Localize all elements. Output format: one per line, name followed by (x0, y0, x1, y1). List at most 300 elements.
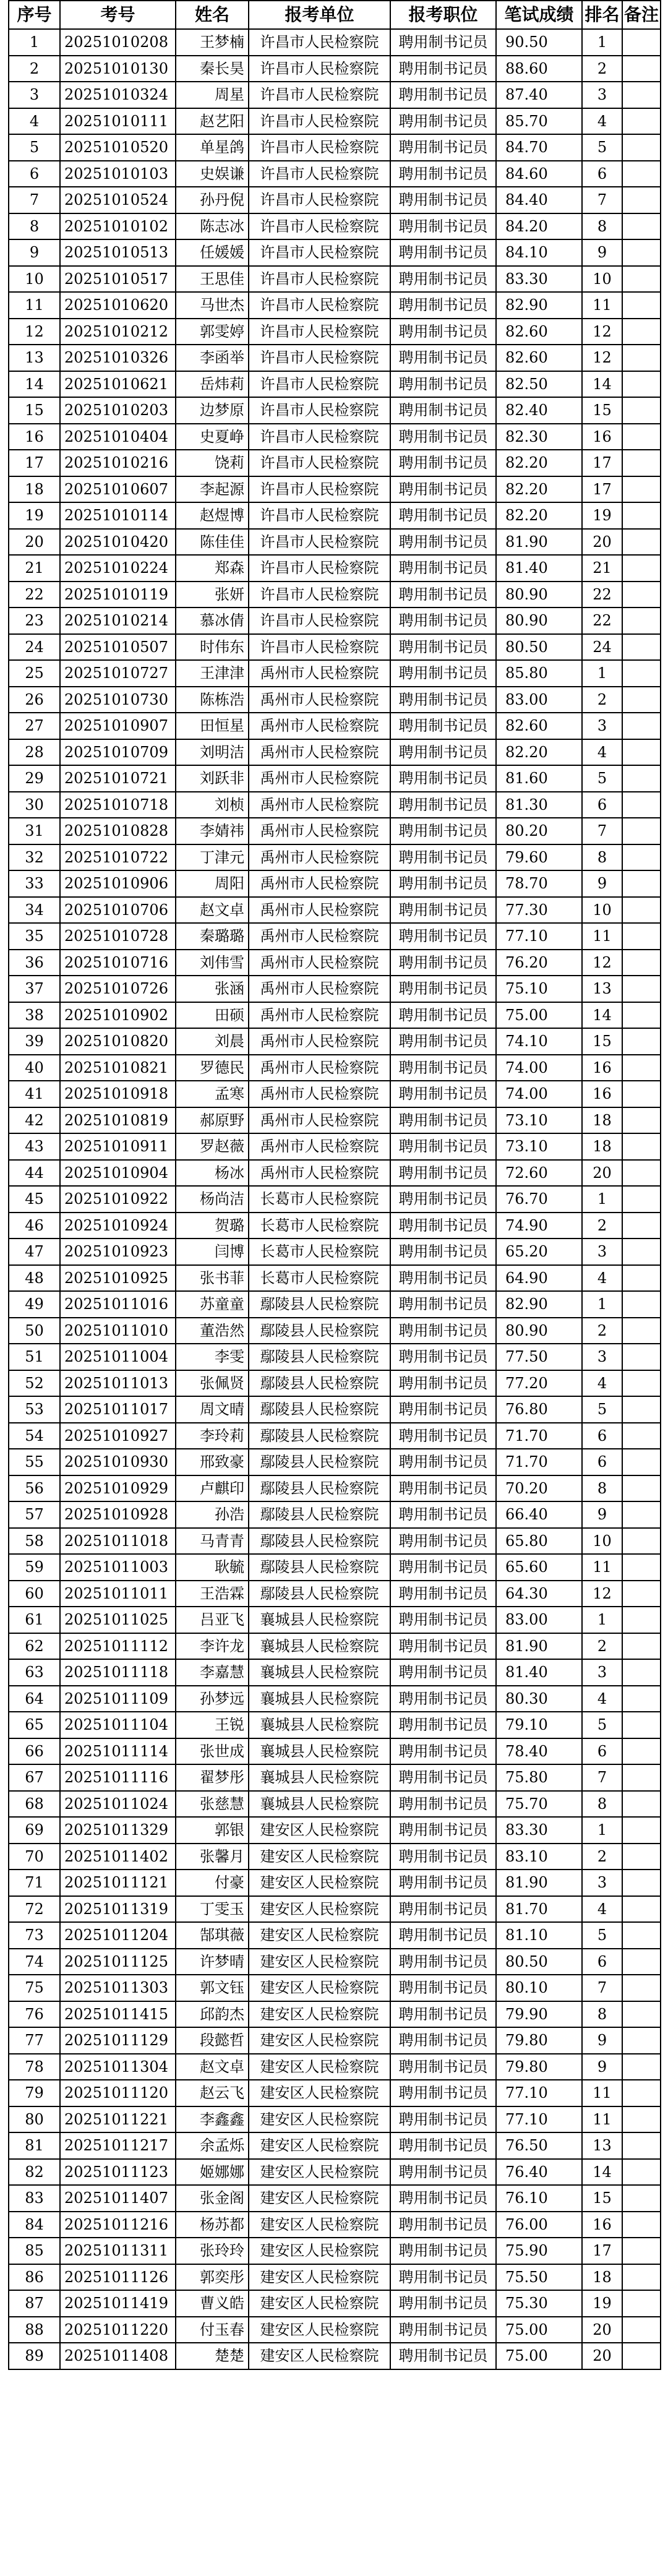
cell-position: 聘用制书记员 (390, 187, 496, 213)
cell-unit: 许昌市人民检察院 (249, 529, 390, 556)
cell-note (622, 1949, 661, 1975)
cell-unit: 禹州市人民检察院 (249, 739, 390, 766)
cell-note (622, 2317, 661, 2343)
cell-note (622, 870, 661, 897)
cell-position: 聘用制书记员 (390, 1501, 496, 1528)
cell-note (622, 1633, 661, 1660)
cell-name: 边梦原 (176, 397, 249, 424)
table-row (9, 1791, 661, 1818)
table-row (9, 319, 661, 345)
cell-name: 段懿哲 (176, 2027, 249, 2054)
cell-seq: 12 (9, 319, 60, 345)
table-row (9, 1475, 661, 1502)
cell-exam-id: 20251010520 (60, 134, 176, 161)
cell-note (622, 950, 661, 976)
cell-exam-id: 20251010716 (60, 950, 176, 976)
cell-name: 李起源 (176, 476, 249, 503)
table-row (9, 1949, 661, 1975)
cell-score: 84.10 (496, 239, 582, 266)
cell-seq: 45 (9, 1186, 60, 1213)
table-row (9, 1817, 661, 1844)
table-row (9, 29, 661, 56)
cell-position: 聘用制书记员 (390, 1607, 496, 1633)
cell-position: 聘用制书记员 (390, 502, 496, 529)
cell-unit: 建安区人民检察院 (249, 1949, 390, 1975)
cell-score: 75.50 (496, 2264, 582, 2291)
cell-score: 78.70 (496, 870, 582, 897)
cell-exam-id: 20251010326 (60, 345, 176, 371)
cell-note (622, 1186, 661, 1213)
cell-score: 76.50 (496, 2132, 582, 2159)
cell-position: 聘用制书记员 (390, 555, 496, 582)
cell-rank: 1 (582, 1291, 622, 1318)
cell-name: 陈佳佳 (176, 529, 249, 556)
cell-score: 76.80 (496, 1396, 582, 1423)
cell-unit: 禹州市人民检察院 (249, 844, 390, 871)
cell-position: 聘用制书记员 (390, 1213, 496, 1239)
cell-position: 聘用制书记员 (390, 582, 496, 608)
cell-rank: 1 (582, 660, 622, 687)
cell-name: 史娱谦 (176, 161, 249, 187)
cell-seq: 58 (9, 1528, 60, 1555)
cell-exam-id: 20251010524 (60, 187, 176, 213)
cell-rank: 6 (582, 1423, 622, 1449)
cell-note (622, 424, 661, 450)
cell-rank: 12 (582, 950, 622, 976)
cell-seq: 59 (9, 1554, 60, 1581)
cell-exam-id: 20251011221 (60, 2106, 176, 2133)
cell-score: 84.40 (496, 187, 582, 213)
cell-score: 79.60 (496, 844, 582, 871)
cell-rank: 8 (582, 1791, 622, 1818)
cell-unit: 禹州市人民检察院 (249, 923, 390, 950)
cell-name: 姬娜娜 (176, 2159, 249, 2186)
cell-note (622, 1318, 661, 1344)
table-row (9, 1396, 661, 1423)
cell-position: 聘用制书记员 (390, 608, 496, 634)
table-row (9, 1607, 661, 1633)
cell-rank: 5 (582, 1712, 622, 1738)
table-row (9, 660, 661, 687)
cell-rank: 15 (582, 397, 622, 424)
table-row (9, 239, 661, 266)
table-row (9, 266, 661, 293)
cell-exam-id: 20251011319 (60, 1896, 176, 1923)
cell-position: 聘用制书记员 (390, 1344, 496, 1370)
cell-exam-id: 20251011216 (60, 2212, 176, 2238)
cell-note (622, 634, 661, 661)
cell-score: 77.10 (496, 2080, 582, 2106)
cell-rank: 10 (582, 266, 622, 293)
cell-note (622, 713, 661, 739)
cell-name: 李鑫鑫 (176, 2106, 249, 2133)
cell-name: 郭文钰 (176, 1975, 249, 2001)
cell-exam-id: 20251010927 (60, 1423, 176, 1449)
cell-position: 聘用制书记员 (390, 687, 496, 713)
cell-rank: 2 (582, 687, 622, 713)
cell-name: 赵文卓 (176, 897, 249, 924)
cell-position: 聘用制书记员 (390, 450, 496, 476)
cell-name: 付玉春 (176, 2317, 249, 2343)
cell-unit: 建安区人民检察院 (249, 2027, 390, 2054)
cell-exam-id: 20251011120 (60, 2080, 176, 2106)
table-row (9, 634, 661, 661)
cell-exam-id: 20251010709 (60, 739, 176, 766)
cell-note (622, 134, 661, 161)
cell-seq: 56 (9, 1475, 60, 1502)
cell-seq: 20 (9, 529, 60, 556)
cell-score: 72.60 (496, 1160, 582, 1187)
cell-note (622, 1528, 661, 1555)
cell-name: 张世成 (176, 1738, 249, 1765)
cell-note (622, 792, 661, 818)
table-row (9, 1081, 661, 1107)
cell-exam-id: 20251011114 (60, 1738, 176, 1765)
cell-seq: 79 (9, 2080, 60, 2106)
table-row (9, 1107, 661, 1134)
cell-unit: 长葛市人民检察院 (249, 1265, 390, 1292)
cell-name: 马世杰 (176, 292, 249, 319)
cell-unit: 许昌市人民检察院 (249, 187, 390, 213)
cell-exam-id: 20251010404 (60, 424, 176, 450)
cell-unit: 鄢陵县人民检察院 (249, 1318, 390, 1344)
cell-unit: 许昌市人民检察院 (249, 608, 390, 634)
cell-rank: 12 (582, 319, 622, 345)
cell-name: 赵云飞 (176, 2080, 249, 2106)
cell-seq: 13 (9, 345, 60, 371)
cell-rank: 3 (582, 1344, 622, 1370)
cell-score: 77.30 (496, 897, 582, 924)
cell-position: 聘用制书记员 (390, 1160, 496, 1187)
cell-rank: 2 (582, 56, 622, 82)
cell-name: 田硕 (176, 1002, 249, 1029)
cell-seq: 66 (9, 1738, 60, 1765)
cell-note (622, 1501, 661, 1528)
cell-name: 郑森 (176, 555, 249, 582)
cell-unit: 许昌市人民检察院 (249, 213, 390, 240)
cell-score: 85.70 (496, 108, 582, 135)
cell-rank: 20 (582, 2343, 622, 2369)
cell-position: 聘用制书记员 (390, 923, 496, 950)
cell-unit: 襄城县人民检察院 (249, 1686, 390, 1712)
table-row (9, 2290, 661, 2317)
table-row (9, 292, 661, 319)
cell-exam-id: 20251010203 (60, 397, 176, 424)
table-row (9, 950, 661, 976)
cell-exam-id: 20251010119 (60, 582, 176, 608)
cell-seq: 80 (9, 2106, 60, 2133)
cell-rank: 12 (582, 345, 622, 371)
cell-name: 许梦晴 (176, 1949, 249, 1975)
cell-rank: 7 (582, 187, 622, 213)
cell-position: 聘用制书记员 (390, 1896, 496, 1923)
cell-rank: 8 (582, 2001, 622, 2028)
cell-rank: 20 (582, 1160, 622, 1187)
cell-seq: 39 (9, 1028, 60, 1055)
table-row (9, 2212, 661, 2238)
cell-unit: 建安区人民检察院 (249, 1870, 390, 1896)
cell-name: 翟梦彤 (176, 1764, 249, 1791)
cell-note (622, 1975, 661, 2001)
cell-score: 75.10 (496, 976, 582, 1002)
cell-name: 时伟东 (176, 634, 249, 661)
table-row (9, 1712, 661, 1738)
cell-exam-id: 20251010730 (60, 687, 176, 713)
cell-note (622, 687, 661, 713)
cell-unit: 鄢陵县人民检察院 (249, 1449, 390, 1475)
header-rank: 排名 (582, 1, 622, 29)
cell-position: 聘用制书记员 (390, 345, 496, 371)
cell-note (622, 345, 661, 371)
cell-name: 张妍 (176, 582, 249, 608)
table-row (9, 818, 661, 844)
cell-position: 聘用制书记员 (390, 266, 496, 293)
cell-note (622, 2264, 661, 2291)
cell-note (622, 844, 661, 871)
cell-rank: 2 (582, 1844, 622, 1870)
cell-seq: 69 (9, 1817, 60, 1844)
cell-score: 80.90 (496, 582, 582, 608)
cell-score: 75.00 (496, 1002, 582, 1029)
cell-rank: 1 (582, 29, 622, 56)
table-row (9, 529, 661, 556)
cell-seq: 34 (9, 897, 60, 924)
cell-position: 聘用制书记员 (390, 292, 496, 319)
cell-rank: 14 (582, 371, 622, 398)
cell-unit: 禹州市人民检察院 (249, 897, 390, 924)
cell-name: 董浩然 (176, 1318, 249, 1344)
cell-score: 82.60 (496, 345, 582, 371)
cell-rank: 6 (582, 1949, 622, 1975)
cell-position: 聘用制书记员 (390, 2054, 496, 2080)
cell-position: 聘用制书记员 (390, 2238, 496, 2264)
cell-unit: 许昌市人民检察院 (249, 450, 390, 476)
cell-rank: 5 (582, 1922, 622, 1949)
cell-position: 聘用制书记员 (390, 1423, 496, 1449)
cell-position: 聘用制书记员 (390, 1055, 496, 1081)
cell-position: 聘用制书记员 (390, 792, 496, 818)
cell-name: 刘伟雪 (176, 950, 249, 976)
cell-position: 聘用制书记员 (390, 1659, 496, 1686)
cell-seq: 72 (9, 1896, 60, 1923)
cell-exam-id: 20251011018 (60, 1528, 176, 1555)
cell-seq: 6 (9, 161, 60, 187)
cell-score: 73.10 (496, 1107, 582, 1134)
cell-unit: 鄢陵县人民检察院 (249, 1554, 390, 1581)
cell-name: 赵文卓 (176, 2054, 249, 2080)
cell-score: 82.90 (496, 292, 582, 319)
cell-position: 聘用制书记员 (390, 1764, 496, 1791)
cell-exam-id: 20251010507 (60, 634, 176, 661)
cell-score: 83.00 (496, 687, 582, 713)
cell-exam-id: 20251011303 (60, 1975, 176, 2001)
header-seq: 序号 (9, 1, 60, 29)
cell-unit: 建安区人民检察院 (249, 2080, 390, 2106)
cell-name: 张佩贤 (176, 1370, 249, 1397)
cell-unit: 襄城县人民检察院 (249, 1712, 390, 1738)
cell-score: 81.90 (496, 1870, 582, 1896)
cell-rank: 9 (582, 1501, 622, 1528)
cell-rank: 12 (582, 1581, 622, 1607)
cell-unit: 禹州市人民检察院 (249, 765, 390, 792)
cell-position: 聘用制书记员 (390, 1107, 496, 1134)
cell-unit: 建安区人民检察院 (249, 1817, 390, 1844)
cell-position: 聘用制书记员 (390, 2290, 496, 2317)
cell-seq: 7 (9, 187, 60, 213)
cell-position: 聘用制书记员 (390, 424, 496, 450)
cell-seq: 24 (9, 634, 60, 661)
cell-unit: 禹州市人民检察院 (249, 1028, 390, 1055)
cell-rank: 8 (582, 844, 622, 871)
cell-exam-id: 20251011123 (60, 2159, 176, 2186)
cell-position: 聘用制书记员 (390, 1449, 496, 1475)
cell-note (622, 2343, 661, 2369)
table-row (9, 1659, 661, 1686)
cell-rank: 7 (582, 1764, 622, 1791)
header-name: 姓名 (176, 1, 249, 29)
table-row (9, 1318, 661, 1344)
cell-exam-id: 20251010911 (60, 1133, 176, 1160)
table-row (9, 2106, 661, 2133)
cell-rank: 9 (582, 239, 622, 266)
table-row (9, 450, 661, 476)
table-row (9, 1344, 661, 1370)
cell-seq: 68 (9, 1791, 60, 1818)
table-row (9, 2185, 661, 2212)
cell-rank: 11 (582, 923, 622, 950)
table-row (9, 1738, 661, 1765)
cell-score: 84.20 (496, 213, 582, 240)
cell-position: 聘用制书记员 (390, 2080, 496, 2106)
cell-seq: 26 (9, 687, 60, 713)
cell-unit: 许昌市人民检察院 (249, 56, 390, 82)
cell-rank: 2 (582, 1213, 622, 1239)
cell-name: 岳炜莉 (176, 371, 249, 398)
cell-score: 82.90 (496, 1291, 582, 1318)
cell-score: 82.20 (496, 502, 582, 529)
cell-note (622, 1370, 661, 1397)
cell-name: 吕亚飞 (176, 1607, 249, 1633)
cell-score: 82.50 (496, 371, 582, 398)
cell-note (622, 1081, 661, 1107)
cell-unit: 鄢陵县人民检察院 (249, 1475, 390, 1502)
cell-unit: 禹州市人民检察院 (249, 976, 390, 1002)
cell-unit: 许昌市人民检察院 (249, 29, 390, 56)
cell-exam-id: 20251011129 (60, 2027, 176, 2054)
cell-position: 聘用制书记员 (390, 1975, 496, 2001)
cell-name: 孙丹倪 (176, 187, 249, 213)
cell-seq: 75 (9, 1975, 60, 2001)
cell-rank: 7 (582, 1975, 622, 2001)
cell-unit: 禹州市人民检察院 (249, 1133, 390, 1160)
cell-note (622, 1396, 661, 1423)
cell-name: 孙梦远 (176, 1686, 249, 1712)
cell-name: 王梦楠 (176, 29, 249, 56)
cell-position: 聘用制书记员 (390, 2212, 496, 2238)
cell-seq: 43 (9, 1133, 60, 1160)
cell-seq: 53 (9, 1396, 60, 1423)
cell-note (622, 529, 661, 556)
cell-rank: 24 (582, 634, 622, 661)
cell-score: 80.20 (496, 818, 582, 844)
cell-note (622, 1344, 661, 1370)
cell-name: 李许龙 (176, 1633, 249, 1660)
cell-seq: 22 (9, 582, 60, 608)
cell-exam-id: 20251010721 (60, 765, 176, 792)
table-row (9, 608, 661, 634)
cell-score: 76.00 (496, 2212, 582, 2238)
cell-position: 聘用制书记员 (390, 1738, 496, 1765)
table-row (9, 2343, 661, 2369)
cell-unit: 许昌市人民检察院 (249, 582, 390, 608)
cell-exam-id: 20251011011 (60, 1581, 176, 1607)
cell-name: 刘桢 (176, 792, 249, 818)
table-row (9, 161, 661, 187)
cell-position: 聘用制书记员 (390, 1002, 496, 1029)
cell-position: 聘用制书记员 (390, 2317, 496, 2343)
cell-note (622, 739, 661, 766)
cell-unit: 建安区人民检察院 (249, 2317, 390, 2343)
cell-note (622, 1922, 661, 1949)
cell-seq: 52 (9, 1370, 60, 1397)
cell-seq: 40 (9, 1055, 60, 1081)
cell-unit: 许昌市人民检察院 (249, 424, 390, 450)
cell-unit: 襄城县人民检察院 (249, 1791, 390, 1818)
cell-rank: 18 (582, 2264, 622, 2291)
cell-position: 聘用制书记员 (390, 476, 496, 503)
cell-note (622, 1028, 661, 1055)
cell-name: 郜琪薇 (176, 1922, 249, 1949)
cell-position: 聘用制书记员 (390, 870, 496, 897)
cell-name: 付豪 (176, 1870, 249, 1896)
cell-exam-id: 20251010722 (60, 844, 176, 871)
cell-name: 张涵 (176, 976, 249, 1002)
cell-name: 丁津元 (176, 844, 249, 871)
cell-rank: 19 (582, 502, 622, 529)
cell-rank: 11 (582, 1554, 622, 1581)
cell-position: 聘用制书记员 (390, 765, 496, 792)
cell-name: 郭奕彤 (176, 2264, 249, 2291)
cell-unit: 许昌市人民检察院 (249, 345, 390, 371)
cell-position: 聘用制书记员 (390, 2027, 496, 2054)
cell-rank: 22 (582, 582, 622, 608)
table-row (9, 134, 661, 161)
cell-position: 聘用制书记员 (390, 529, 496, 556)
cell-position: 聘用制书记员 (390, 1949, 496, 1975)
table-row (9, 2264, 661, 2291)
cell-unit: 鄢陵县人民检察院 (249, 1501, 390, 1528)
cell-exam-id: 20251011004 (60, 1344, 176, 1370)
cell-seq: 48 (9, 1265, 60, 1292)
cell-rank: 6 (582, 1738, 622, 1765)
cell-exam-id: 20251010420 (60, 529, 176, 556)
cell-rank: 16 (582, 424, 622, 450)
cell-exam-id: 20251010216 (60, 450, 176, 476)
cell-seq: 64 (9, 1686, 60, 1712)
cell-seq: 32 (9, 844, 60, 871)
cell-rank: 18 (582, 1107, 622, 1134)
table-row (9, 56, 661, 82)
cell-seq: 84 (9, 2212, 60, 2238)
cell-note (622, 2159, 661, 2186)
cell-score: 75.80 (496, 1764, 582, 1791)
cell-note (622, 1686, 661, 1712)
cell-exam-id: 20251010103 (60, 161, 176, 187)
cell-rank: 3 (582, 1870, 622, 1896)
cell-name: 王津津 (176, 660, 249, 687)
cell-rank: 11 (582, 292, 622, 319)
cell-seq: 55 (9, 1449, 60, 1475)
